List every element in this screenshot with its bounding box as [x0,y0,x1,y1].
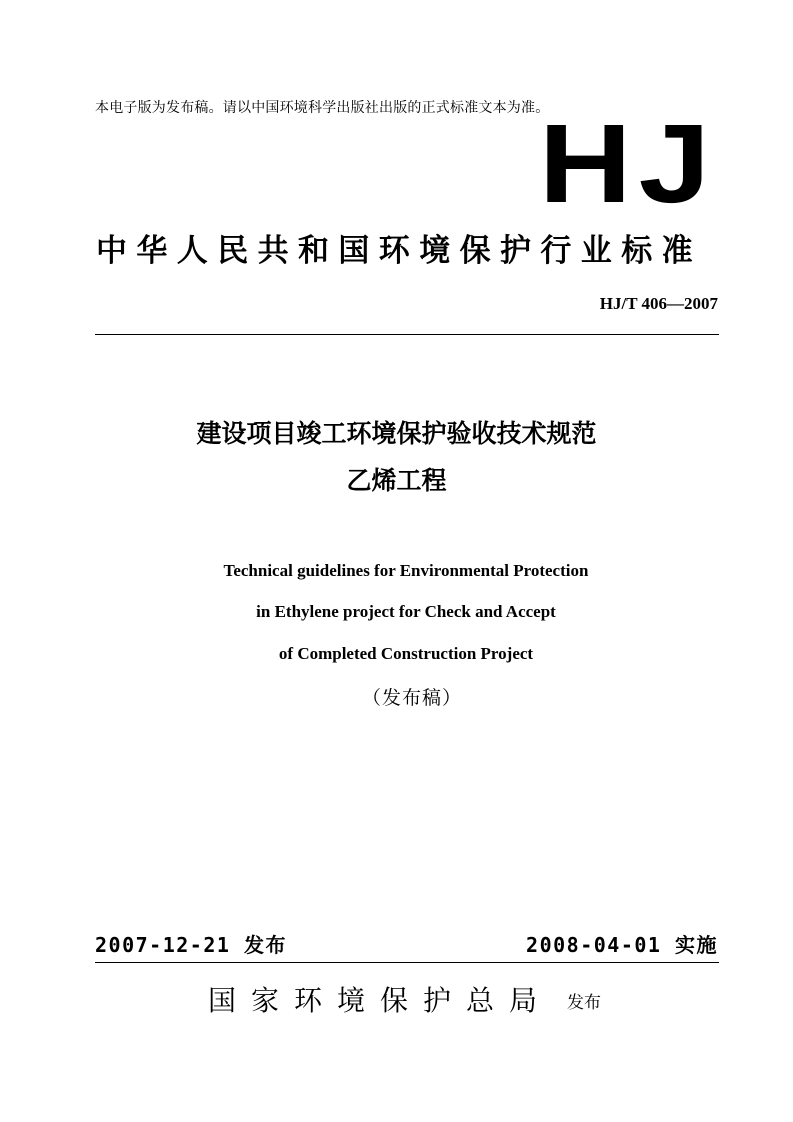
chinese-title-line-2: 乙烯工程 [346,466,447,495]
electronic-version-notice: 本电子版为发布稿。请以中国环境科学出版社出版的正式标准文本为准。 [95,100,550,116]
issue-word: 发布 [567,993,601,1013]
issuing-authority: 国家环境保护总局 [208,984,553,1017]
hj-logo: HJ [538,101,717,226]
chinese-title-line-1: 建设项目竣工环境保护验收技术规范 [196,419,597,448]
english-title-line-3: of Completed Construction Project [278,644,534,663]
release-date: 2007-12-21 发布 [95,933,287,957]
english-title-line-1: Technical guidelines for Environmental Protection [223,561,589,580]
draft-label: （发布稿） [361,687,462,709]
standard-type-heading: 中华人民共和国环境保护行业标准 [96,233,702,269]
standard-code: HJ/T 406—2007 [599,294,718,313]
effective-date: 2008-04-01 实施 [526,933,718,957]
english-title-line-2: in Ethylene project for Check and Accept [256,602,556,621]
bottom-divider [95,962,719,963]
top-divider [95,334,719,335]
